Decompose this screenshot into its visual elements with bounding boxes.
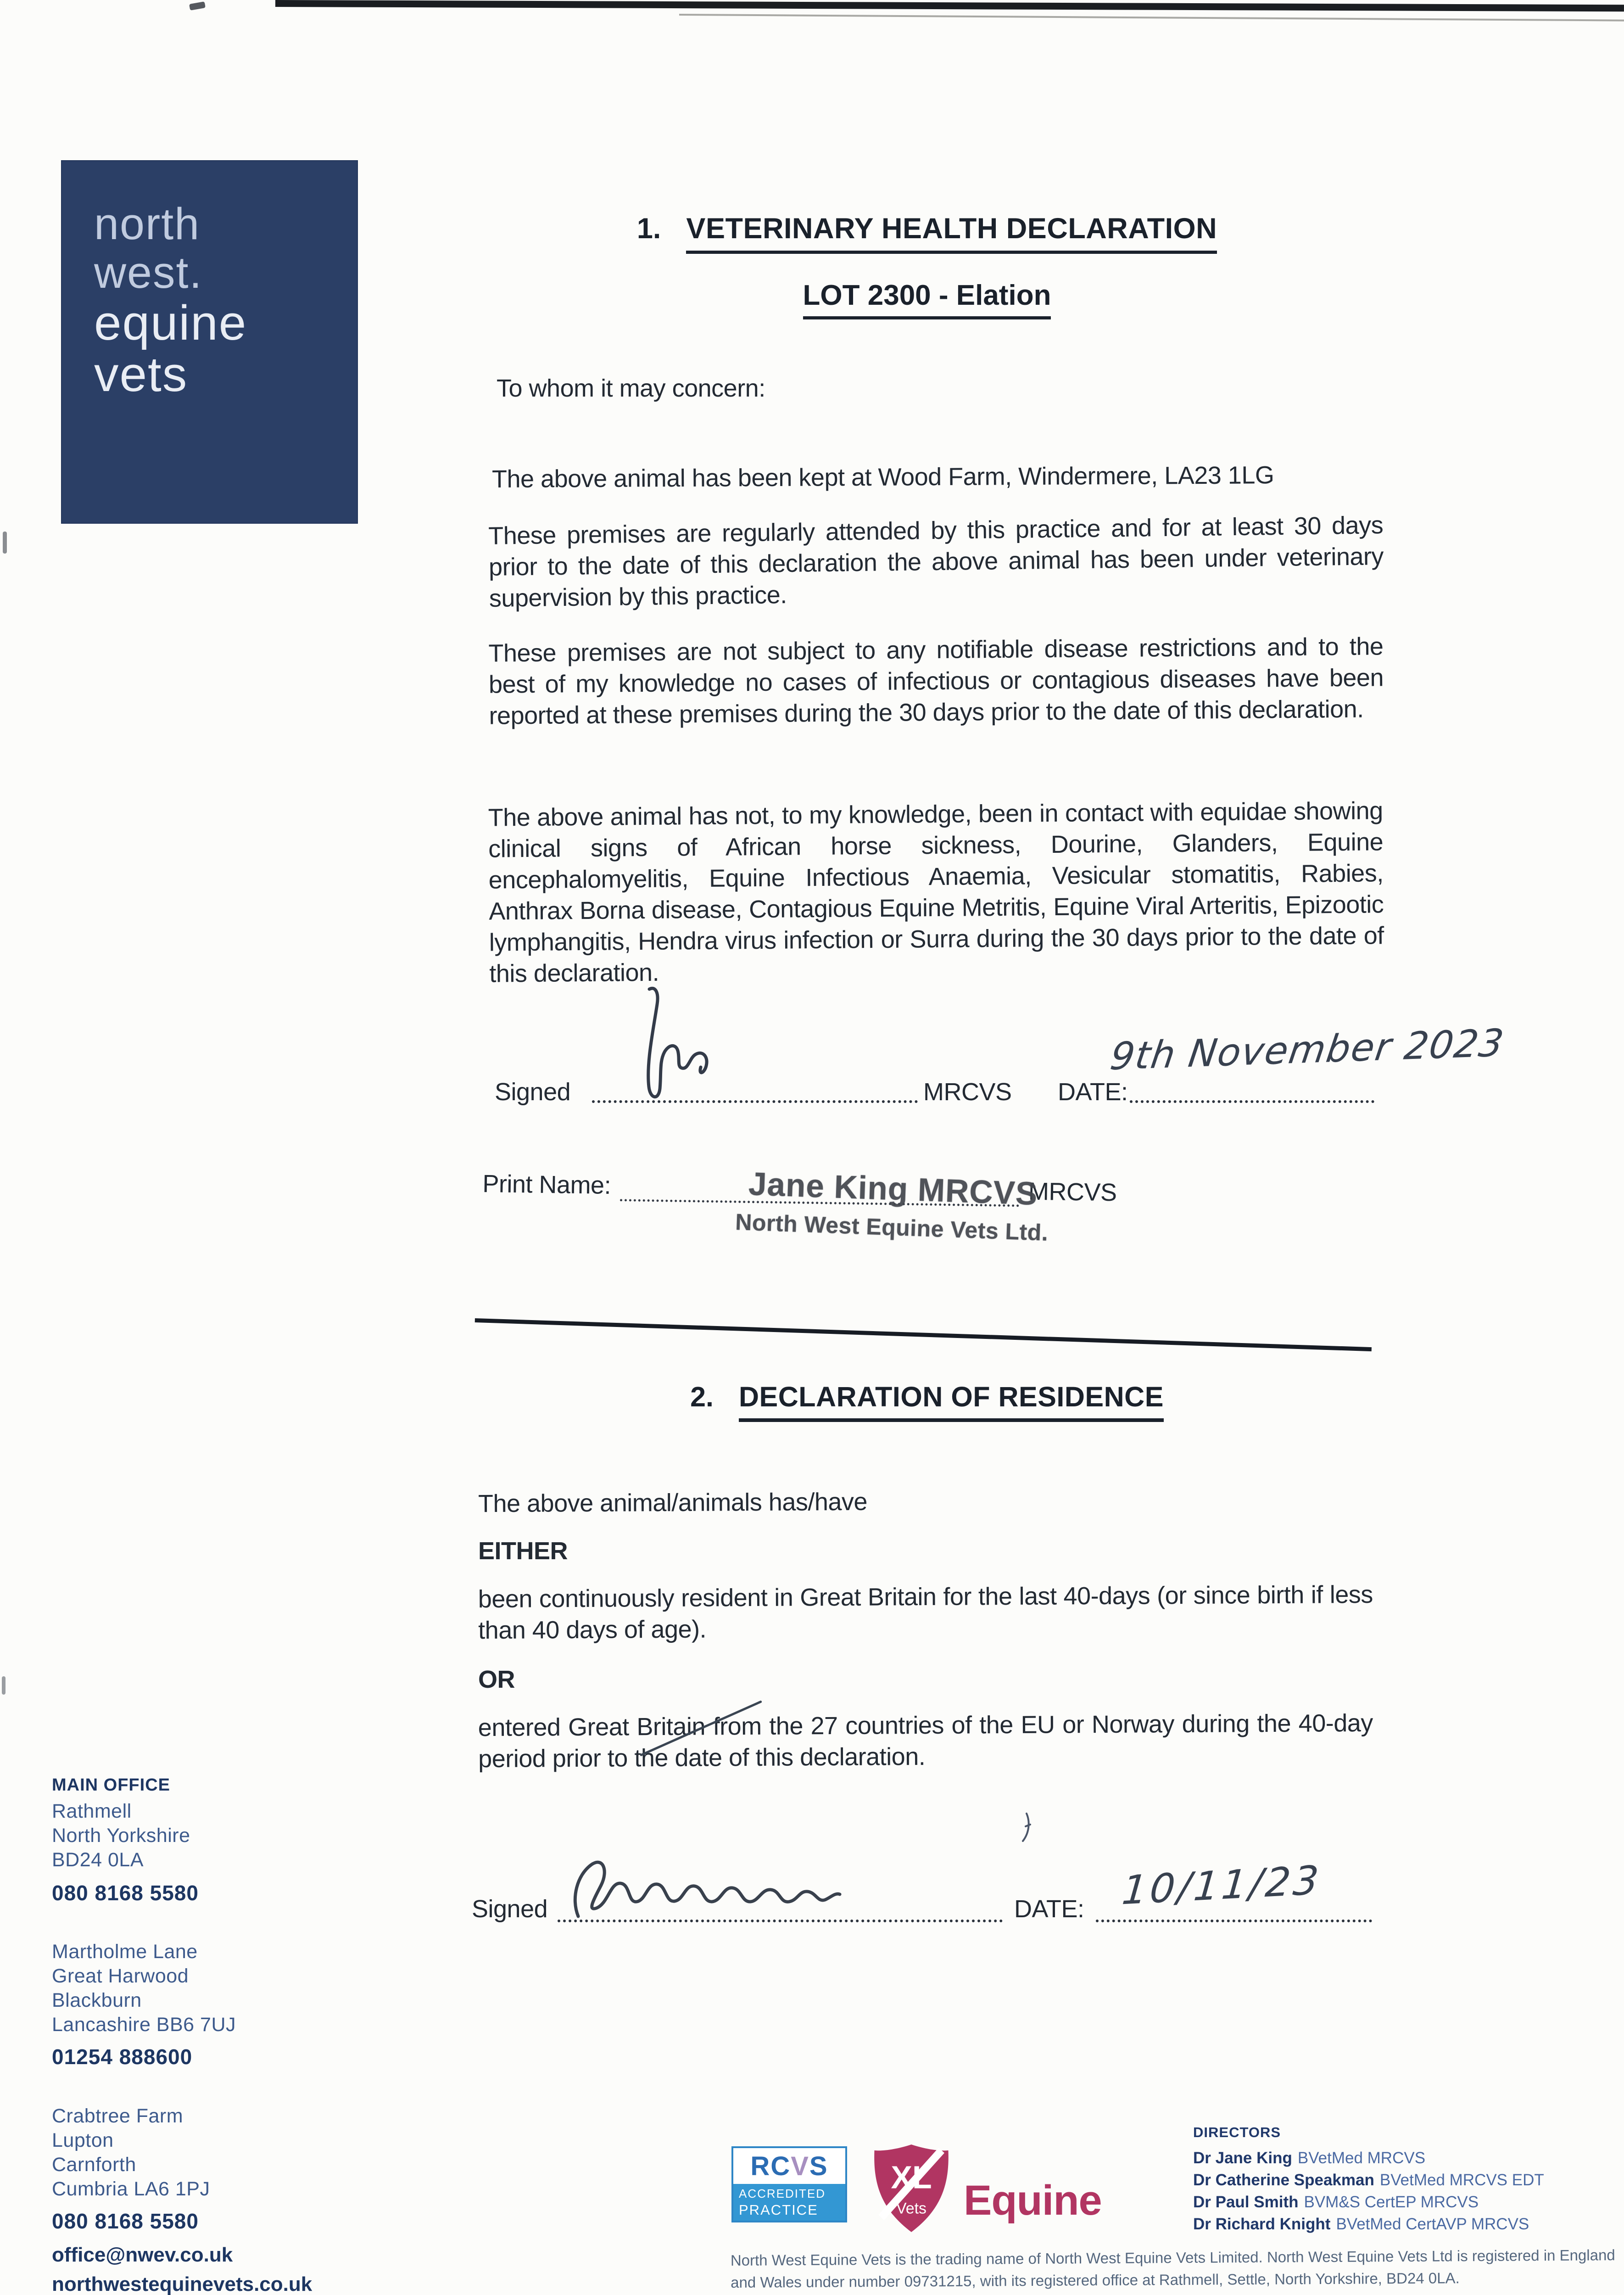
paragraph-kept-at: The above animal has been kept at Wood Farm, Windermere, LA23 1LG (491, 461, 1274, 493)
mrcvs-label-2: MRCVS (1028, 1177, 1117, 1207)
office-phone: 01254 888600 (52, 2045, 193, 2069)
nwev-logo-line: equine (94, 295, 247, 350)
address-line: Rathmell (52, 1800, 132, 1822)
directors-block (1193, 2124, 1544, 2235)
main-office-label: MAIN OFFICE (52, 1775, 170, 1795)
rcvs-band (733, 2184, 845, 2221)
address-line: Cumbria LA6 1PJ (52, 2178, 210, 2200)
scan-speck (2, 1676, 6, 1695)
either-label: EITHER (478, 1537, 568, 1565)
nwev-logo-line: west. (94, 247, 203, 297)
office-phone: 080 8168 5580 (52, 2209, 199, 2233)
section-divider (475, 1318, 1372, 1351)
nwev-logo (61, 160, 358, 524)
practice-website: northwestequinevets.co.uk (52, 2273, 313, 2295)
owner-signature-ink (564, 1843, 904, 1935)
office-phone: 080 8168 5580 (52, 1881, 199, 1905)
address-line: Lupton (52, 2129, 114, 2151)
signed-label-1: Signed (495, 1078, 571, 1106)
paragraph-premises-attended: These premises are regularly attended by this practice and for at least 30 days prior to the date of this declaration the above animal has been under veterinary supervision by this practice. (488, 511, 1384, 612)
scan-edge-artifact (275, 0, 1624, 11)
office-address-3 (52, 2104, 210, 2233)
xlvets-equine-wordmark: Equine (964, 2177, 1102, 2224)
address-line: Lancashire BB6 7UJ (52, 2014, 236, 2036)
scan-speck (3, 532, 7, 554)
section2-heading (477, 1381, 1377, 1422)
rcvs-accredited-logo (731, 2146, 847, 2222)
nwev-logo-line: north (94, 199, 201, 249)
xl-text: XL (891, 2159, 932, 2195)
section2-title: DECLARATION OF RESIDENCE (739, 1381, 1164, 1422)
director-row: Dr Catherine Speakman BVetMed MRCVS EDT (1193, 2171, 1544, 2189)
section2-number: 2. (690, 1381, 714, 1412)
print-name-label: Print Name: (482, 1170, 611, 1199)
office-email: office@nwev.co.uk (52, 2244, 233, 2266)
address-line: Carnforth (52, 2154, 136, 2176)
paragraph-no-contact: The above animal has not, to my knowledge, been in contact with equidae showing clinical signs of African horse sickness, Dourine, Glanders, Equine encephalomyelitis, Equine Infectious Anaemia, Vesicular stomatitis, Rabies, Anthrax Borna disease, Contagious Equine Metritis, Equine Viral Arteritis, Epizootic lymphangitis, Hendra virus infection or Surra during the 30 days prior to the date of this declaration. (488, 797, 1384, 988)
vets-text: Vets (896, 2200, 926, 2217)
stamp-name: Jane King MRCVS (748, 1166, 1038, 1212)
salutation: To whom it may concern: (497, 375, 765, 402)
address-line: Great Harwood (52, 1965, 189, 1987)
address-line: Blackburn (52, 1989, 142, 2011)
date-label-1: DATE: (1058, 1078, 1128, 1106)
director-row: Dr Richard Knight BVetMed CertAVP MRCVS (1193, 2215, 1529, 2233)
or-text: entered Great Britain from the 27 countries of the EU or Norway during the 40-day period prior to the date of this declaration. (478, 1709, 1373, 1773)
or-label: OR (478, 1666, 515, 1693)
vet-name-stamp (708, 1164, 1077, 1247)
director-row: Dr Paul Smith BVM&S CertEP MRCVS (1193, 2193, 1479, 2211)
handwritten-date-1: 9th November 2023 (1107, 1021, 1507, 1079)
address-line: North Yorkshire (52, 1825, 190, 1847)
address-line: BD24 0LA (52, 1849, 144, 1871)
mrcvs-label-1: MRCVS (923, 1078, 1012, 1106)
rcvs-accredited-text: ACCREDITED (739, 2187, 826, 2200)
vet-signature-ink (606, 982, 753, 1115)
signed-label-2: Signed (472, 1895, 548, 1923)
company-registration-text: North West Equine Vets is the trading name of North West Equine Vets Limited. North West Equine Vets Ltd is registered in England and Wales under number 09731215, with its registered office at Rathmell, Settle, North Yorkshire, BD24 0LA. (730, 2246, 1615, 2291)
either-text: been continuously resident in Great Britain for the last 40-days (or since birth if less than 40 days of age). (478, 1580, 1373, 1645)
handwritten-tick-mark (1016, 1811, 1037, 1845)
handwritten-date-2: 10/11/23 (1120, 1857, 1323, 1914)
date-line-1 (1130, 1073, 1374, 1103)
office-address-2 (52, 1940, 236, 2069)
nwev-logo-line: vets (94, 347, 188, 402)
rcvs-practice-text: PRACTICE (739, 2202, 818, 2218)
address-line: Crabtree Farm (52, 2105, 184, 2127)
lot-title: LOT 2300 - Elation (803, 279, 1051, 319)
directors-label: DIRECTORS (1193, 2124, 1281, 2140)
director-row: Dr Jane King BVetMed MRCVS (1193, 2149, 1426, 2167)
section1-title: VETERINARY HEALTH DECLARATION (686, 212, 1217, 254)
section1-subheading (477, 279, 1377, 319)
scan-speck (189, 1, 206, 11)
date-label-2: DATE: (1014, 1895, 1084, 1923)
section1-number: 1. (636, 213, 661, 245)
section1-heading (477, 212, 1377, 254)
xlvets-shield-icon (872, 2144, 951, 2233)
scan-line-artifact (679, 14, 1624, 22)
address-line: Martholme Lane (52, 1941, 198, 1963)
office-address-1 (52, 1799, 199, 1905)
rcvs-letters: RC V S (750, 2151, 828, 2181)
residence-intro: The above animal/animals has/have (478, 1488, 868, 1518)
paragraph-no-restrictions: These premises are not subject to any notifiable disease restrictions and to the best of my knowledge no cases of infectious or contagious diseases have been reported at these premises during the 30 days prior to the date of this declaration. (488, 633, 1384, 730)
stamp-practice: North West Equine Vets Ltd. (735, 1209, 1049, 1246)
